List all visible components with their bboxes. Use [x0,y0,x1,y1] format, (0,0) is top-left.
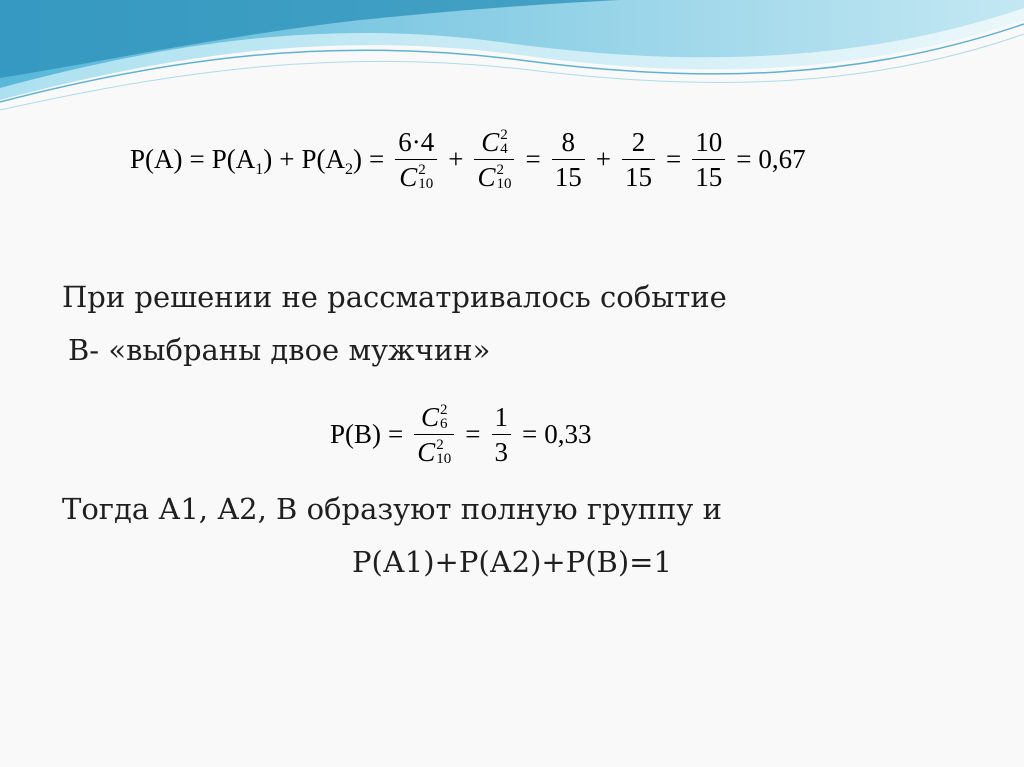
plus-sign: + [595,144,611,174]
paragraph-line-4: Р(А1)+Р(А2)+Р(В)=1 [352,545,672,579]
probability-formula-b [330,400,591,469]
equals-sign: = [522,419,538,449]
fraction-1: C 2 6 C 2 10 [414,400,454,469]
equals-sign: = [189,144,205,174]
formula-result: 0,33 [544,419,592,449]
plus-sign: + [448,144,464,174]
equals-sign: = [525,144,541,174]
equals-sign: = [388,419,404,449]
paragraph-line-2: В- «выбраны двое мужчин» [68,333,491,367]
probability-formula-a [130,125,806,194]
paragraph-line-3: Тогда А1, А2, В образуют полную группу и [62,492,722,526]
fraction-1: 6·4 C 2 10 [395,125,437,194]
formula-lhs: P(A) [130,144,183,174]
fraction-3: $\frac{8}{15}$ [552,125,585,194]
term-pa1: $P(A_1)$ [211,144,273,178]
equals-sign: = [736,144,752,174]
paragraph-line-1: При решении не рассматривалось событие [62,280,727,314]
equals-sign: = [465,419,481,449]
formula-lhs: P(B) [330,419,382,449]
fraction-2: $\frac{1}{3}$ [492,400,512,469]
term-pa2: $P(A_2)$ [301,144,362,178]
fraction-4: $\frac{2}{15}$ [622,125,655,194]
equals-sign: = [665,144,682,174]
equals-sign: = [369,144,385,174]
plus-sign: + [279,144,295,174]
fraction-5: $\frac{10}{15}$ [692,125,725,194]
fraction-2: C 2 4 C 2 10 [474,125,514,194]
formula-result: 0,67 [758,144,806,174]
decorative-wave [0,0,1024,120]
